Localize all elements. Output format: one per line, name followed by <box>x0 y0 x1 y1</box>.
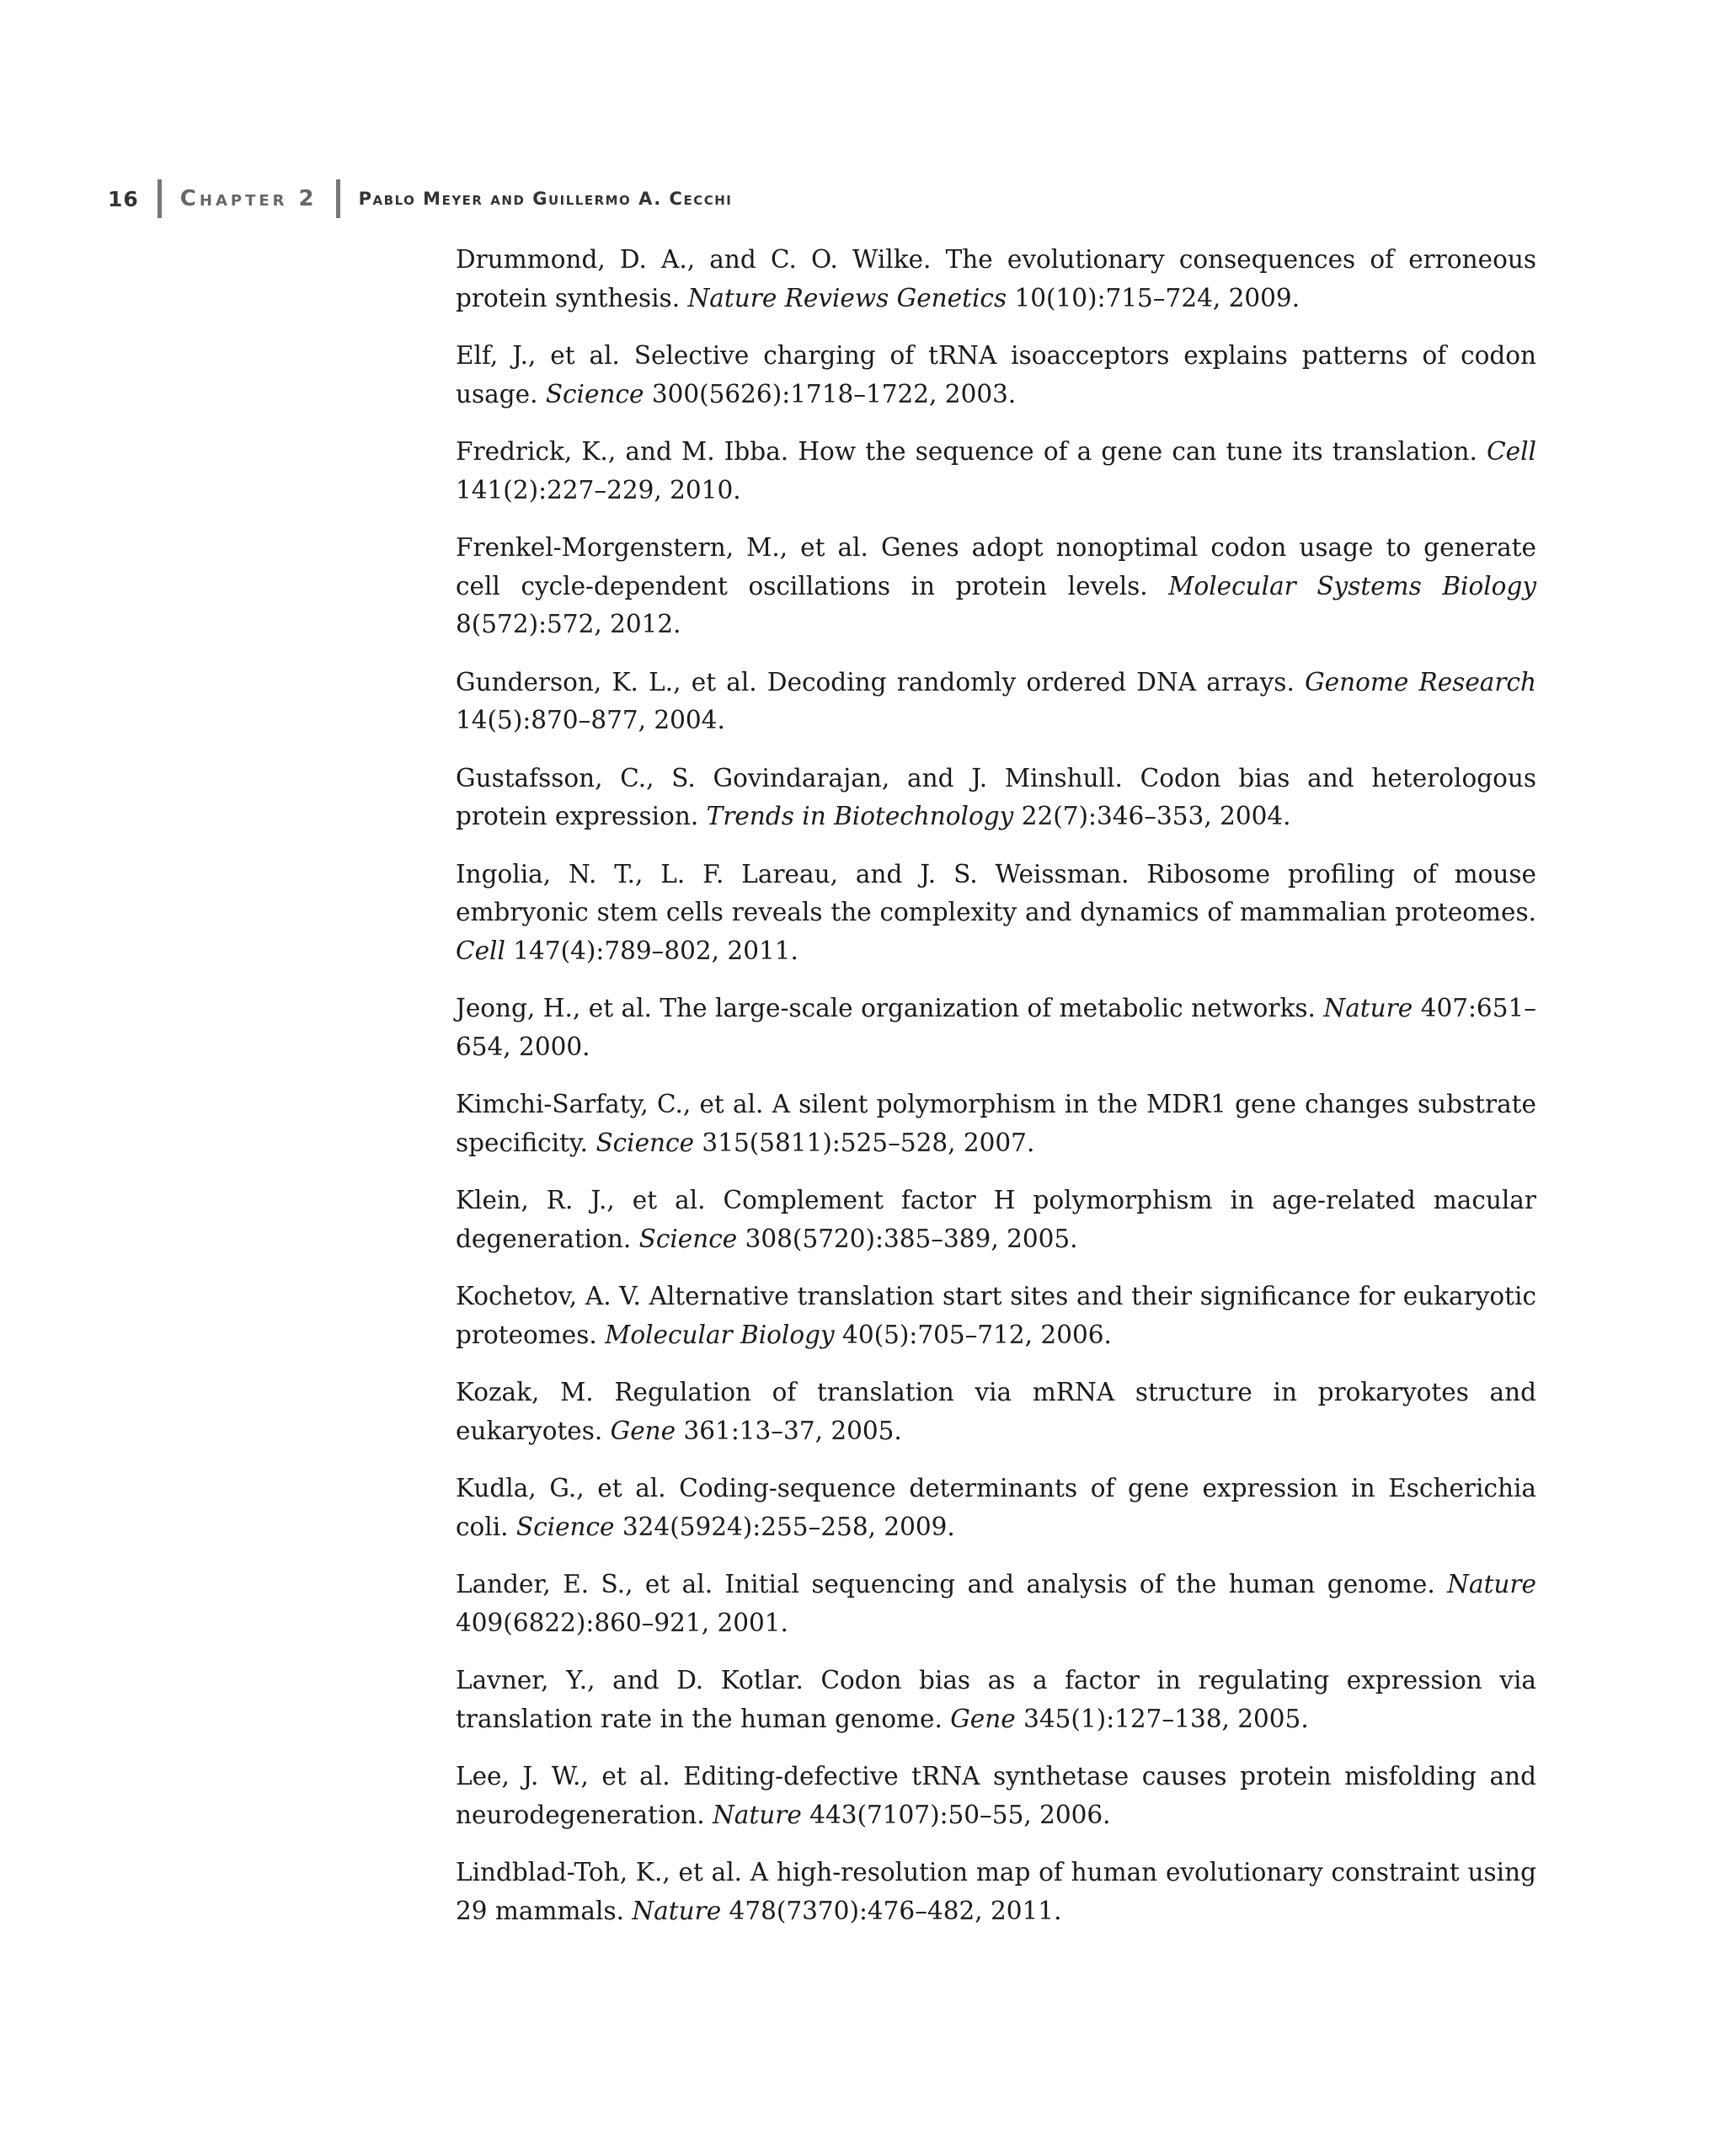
reference-text: Gunderson, K. L., et al. Decoding randomly ordered DNA arrays. <box>456 667 1306 696</box>
reference-text: Lee, J. W., et al. Editing-defective tRNA synthetase causes protein misfolding and neurodegeneration. <box>456 1762 1536 1829</box>
journal-title: Science <box>638 1224 738 1253</box>
journal-title: Gene <box>610 1416 676 1445</box>
running-head <box>108 175 732 222</box>
reference-text: Elf, J., et al. Selective charging of tRNA isoacceptors explains patterns of codon usage. <box>456 341 1536 408</box>
citation-details: 22(7):346–353, 2004. <box>1013 802 1291 830</box>
journal-title: Molecular Biology <box>605 1320 835 1349</box>
reference-entry <box>456 664 1536 740</box>
citation-details: 324(5924):255–258, 2009. <box>614 1512 955 1541</box>
reference-text: Gustafsson, C., S. Govindarajan, and J. Minshull. Codon bias and heterologous protein expression. <box>456 763 1536 830</box>
reference-text: Lindblad-Toh, K., et al. A high-resolution map of human evolutionary constraint using 29 mammals. <box>456 1858 1536 1925</box>
reference-text: Kozak, M. Regulation of translation via mRNA structure in prokaryotes and eukaryotes. <box>456 1378 1536 1445</box>
citation-details: 300(5626):1718–1722, 2003. <box>644 379 1017 408</box>
header-divider <box>158 179 162 218</box>
page-number: 16 <box>108 186 139 211</box>
journal-title: Science <box>545 379 644 408</box>
journal-title: Science <box>515 1512 615 1541</box>
citation-details: 361:13–37, 2005. <box>676 1416 902 1445</box>
reference-text: Kudla, G., et al. Coding-sequence determinants of gene expression in Escherichia coli. <box>456 1474 1536 1541</box>
reference-text: Drummond, D. A., and C. O. Wilke. The evolutionary consequences of erroneous protein synthesis. <box>456 245 1536 312</box>
journal-title: Nature <box>1323 994 1413 1022</box>
reference-text: Jeong, H., et al. The large-scale organization of metabolic networks. <box>456 994 1324 1022</box>
reference-text: Kochetov, A. V. Alternative translation start sites and their significance for eukaryotic proteomes. <box>456 1282 1536 1349</box>
journal-title: Gene <box>950 1704 1016 1733</box>
reference-entry <box>456 433 1536 510</box>
citation-details: 345(1):127–138, 2005. <box>1015 1704 1309 1733</box>
reference-entry <box>456 1758 1536 1834</box>
reference-entry <box>456 1470 1536 1546</box>
reference-entry <box>456 856 1536 971</box>
citation-details: 10(10):715–724, 2009. <box>1007 283 1300 312</box>
citation-details: 407:651–654, 2000. <box>456 994 1536 1061</box>
citation-details: 141(2):227–229, 2010. <box>456 475 741 504</box>
reference-entry <box>456 1854 1536 1930</box>
citation-details: 147(4):789–802, 2011. <box>505 936 798 965</box>
citation-details: 443(7107):50–55, 2006. <box>801 1800 1111 1829</box>
reference-text: Kimchi-Sarfaty, C., et al. A silent polymorphism in the MDR1 gene changes substrate specificity. <box>456 1090 1536 1157</box>
reference-entry <box>456 1566 1536 1642</box>
reference-list <box>456 241 1536 1950</box>
journal-title: Nature <box>1447 1570 1536 1598</box>
journal-title: Cell <box>456 936 505 965</box>
journal-title: Cell <box>1487 437 1536 466</box>
journal-title: Nature <box>712 1800 802 1829</box>
reference-text: Ingolia, N. T., L. F. Lareau, and J. S. Weissman. Ribosome profiling of mouse embryonic stem cells reveals the complexity and dynamics of mammalian proteomes. <box>456 859 1536 926</box>
reference-entry <box>456 529 1536 644</box>
chapter-label: Chapter 2 <box>179 186 318 211</box>
reference-entry <box>456 337 1536 414</box>
reference-text: Frenkel-Morgenstern, M., et al. Genes adopt nonoptimal codon usage to generate cell cycle-dependent oscillations in protein levels. <box>456 533 1536 600</box>
reference-entry <box>456 1182 1536 1258</box>
citation-details: 315(5811):525–528, 2007. <box>694 1128 1035 1157</box>
citation-details: 409(6822):860–921, 2001. <box>456 1608 788 1637</box>
reference-entry <box>456 241 1536 318</box>
citation-details: 308(5720):385–389, 2005. <box>737 1224 1078 1253</box>
journal-title: Trends in Biotechnology <box>706 802 1014 830</box>
journal-title: Molecular Systems Biology <box>1168 571 1536 600</box>
journal-title: Science <box>595 1128 695 1157</box>
citation-details: 40(5):705–712, 2006. <box>834 1320 1112 1349</box>
journal-title: Nature Reviews Genetics <box>687 283 1007 312</box>
reference-text: Klein, R. J., et al. Complement factor H polymorphism in age-related macular degeneration. <box>456 1186 1536 1253</box>
reference-entry <box>456 1086 1536 1162</box>
reference-entry <box>456 1662 1536 1738</box>
reference-text: Fredrick, K., and M. Ibba. How the sequence of a gene can tune its translation. <box>456 437 1487 466</box>
reference-entry <box>456 1374 1536 1450</box>
chapter-authors: Pablo Meyer and Guillermo A. Cecchi <box>358 189 733 209</box>
reference-entry <box>456 1278 1536 1354</box>
journal-title: Nature <box>632 1896 722 1925</box>
journal-title: Genome Research <box>1305 667 1536 696</box>
reference-entry <box>456 990 1536 1066</box>
reference-entry <box>456 760 1536 836</box>
reference-text: Lavner, Y., and D. Kotlar. Codon bias as a factor in regulating expression via translation rate in the human genome. <box>456 1666 1536 1733</box>
reference-text: Lander, E. S., et al. Initial sequencing and analysis of the human genome. <box>456 1570 1448 1598</box>
citation-details: 8(572):572, 2012. <box>456 610 681 638</box>
header-divider <box>336 179 340 218</box>
citation-details: 478(7370):476–482, 2011. <box>721 1896 1062 1925</box>
citation-details: 14(5):870–877, 2004. <box>456 706 725 734</box>
